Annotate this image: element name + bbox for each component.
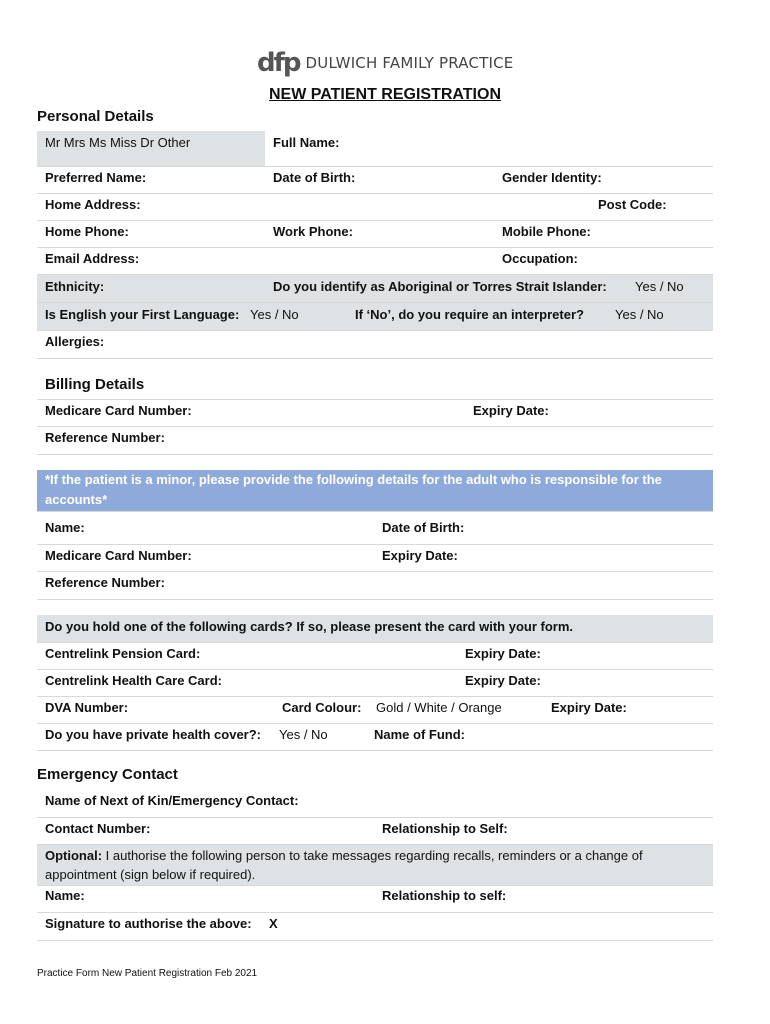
card-colour-options[interactable]: Gold / White / Orange [376, 700, 502, 715]
titles-row [37, 131, 713, 167]
signature-row [37, 913, 713, 941]
ethnicity-label[interactable]: Ethnicity: [45, 279, 105, 294]
medicare-label[interactable]: Medicare Card Number: [45, 403, 192, 418]
card-colour-label: Card Colour: [282, 700, 362, 715]
phone-row [37, 221, 713, 248]
address-row [37, 194, 713, 221]
footer-text: Practice Form New Patient Registration Feb 2021 [37, 968, 258, 979]
minor-note [37, 470, 713, 512]
optional-row [37, 845, 713, 886]
billing-details-heading: Billing Details [45, 376, 145, 393]
health-card-label[interactable]: Centrelink Health Care Card: [45, 673, 222, 688]
minor-note-line1: *If the patient is a minor, please provide the following details for the adult who is responsible for the [45, 472, 662, 487]
optional-text: I authorise the following person to take messages regarding recalls, reminders or a change of [102, 848, 643, 863]
pension-expiry-label[interactable]: Expiry Date: [465, 646, 541, 661]
home-address-label[interactable]: Home Address: [45, 197, 141, 212]
authorised-name-label[interactable]: Name: [45, 888, 85, 903]
contact-number-label[interactable]: Contact Number: [45, 821, 151, 836]
optional-text-line1 [45, 848, 643, 863]
allergies-label[interactable]: Allergies: [45, 334, 105, 349]
pension-row [37, 643, 713, 670]
form-title: NEW PATIENT REGISTRATION [269, 86, 501, 103]
email-row [37, 248, 713, 275]
dva-number-label[interactable]: DVA Number: [45, 700, 129, 715]
dob-label[interactable]: Date of Birth: [273, 170, 356, 185]
signature-label: Signature to authorise the above: [45, 916, 252, 931]
guardian-name-row [37, 517, 713, 545]
practice-logo [257, 46, 513, 80]
relationship-label[interactable]: Relationship to Self: [382, 821, 508, 836]
private-cover-row [37, 724, 713, 751]
pension-card-label[interactable]: Centrelink Pension Card: [45, 646, 201, 661]
ethnicity-row [37, 275, 713, 303]
full-name-label[interactable]: Full Name: [273, 135, 340, 150]
reference-row [37, 427, 713, 455]
allergies-row [37, 331, 713, 359]
private-cover-options[interactable]: Yes / No [279, 727, 328, 742]
occupation-label[interactable]: Occupation: [502, 251, 578, 266]
minor-note-line2: accounts* [45, 492, 108, 507]
health-card-row [37, 670, 713, 697]
signature-mark[interactable]: X [269, 916, 278, 931]
english-options[interactable]: Yes / No [250, 307, 299, 322]
interpreter-question: If ‘No’, do you require an interpreter? [355, 307, 584, 322]
guardian-name-label[interactable]: Name: [45, 520, 85, 535]
aboriginal-question: Do you identify as Aboriginal or Torres Strait Islander: [273, 279, 607, 294]
language-row [37, 303, 713, 331]
emergency-contact-heading: Emergency Contact [37, 766, 178, 783]
kin-row [37, 790, 713, 818]
guardian-medicare-label[interactable]: Medicare Card Number: [45, 548, 192, 563]
authorised-relationship-label[interactable]: Relationship to self: [382, 888, 507, 903]
preferred-row [37, 167, 713, 194]
title-options[interactable]: Mr Mrs Ms Miss Dr Other [45, 135, 191, 150]
post-code-label[interactable]: Post Code: [598, 197, 667, 212]
optional-text-line2: appointment (sign below if required). [45, 867, 256, 882]
kin-label[interactable]: Name of Next of Kin/Emergency Contact: [45, 793, 299, 808]
health-expiry-label[interactable]: Expiry Date: [465, 673, 541, 688]
work-phone-label[interactable]: Work Phone: [273, 224, 353, 239]
cards-heading: Do you hold one of the following cards? If so, please present the card with your form. [45, 619, 573, 634]
authorised-name-row [37, 886, 713, 913]
fund-name-label[interactable]: Name of Fund: [374, 727, 465, 742]
english-question: Is English your First Language: [45, 307, 240, 322]
home-phone-label[interactable]: Home Phone: [45, 224, 129, 239]
email-label[interactable]: Email Address: [45, 251, 140, 266]
medicare-expiry-label[interactable]: Expiry Date: [473, 403, 549, 418]
gender-label[interactable]: Gender Identity: [502, 170, 602, 185]
guardian-dob-label[interactable]: Date of Birth: [382, 520, 465, 535]
reference-label[interactable]: Reference Number: [45, 430, 165, 445]
medicare-row [37, 399, 713, 427]
personal-details-heading: Personal Details [37, 108, 154, 125]
optional-label: Optional: [45, 848, 103, 863]
cards-heading-row [37, 615, 713, 643]
guardian-expiry-label[interactable]: Expiry Date: [382, 548, 458, 563]
mobile-phone-label[interactable]: Mobile Phone: [502, 224, 591, 239]
interpreter-options[interactable]: Yes / No [615, 307, 664, 322]
aboriginal-options[interactable]: Yes / No [635, 279, 684, 294]
guardian-medicare-row [37, 545, 713, 572]
guardian-reference-label[interactable]: Reference Number: [45, 575, 165, 590]
dva-row [37, 697, 713, 724]
contact-row [37, 818, 713, 845]
preferred-name-label[interactable]: Preferred Name: [45, 170, 147, 185]
guardian-reference-row [37, 572, 713, 600]
dfp-logo-mark: dfp [257, 48, 300, 78]
dva-expiry-label[interactable]: Expiry Date: [551, 700, 627, 715]
private-cover-question: Do you have private health cover?: [45, 727, 262, 742]
practice-name: DULWICH FAMILY PRACTICE [305, 54, 514, 72]
